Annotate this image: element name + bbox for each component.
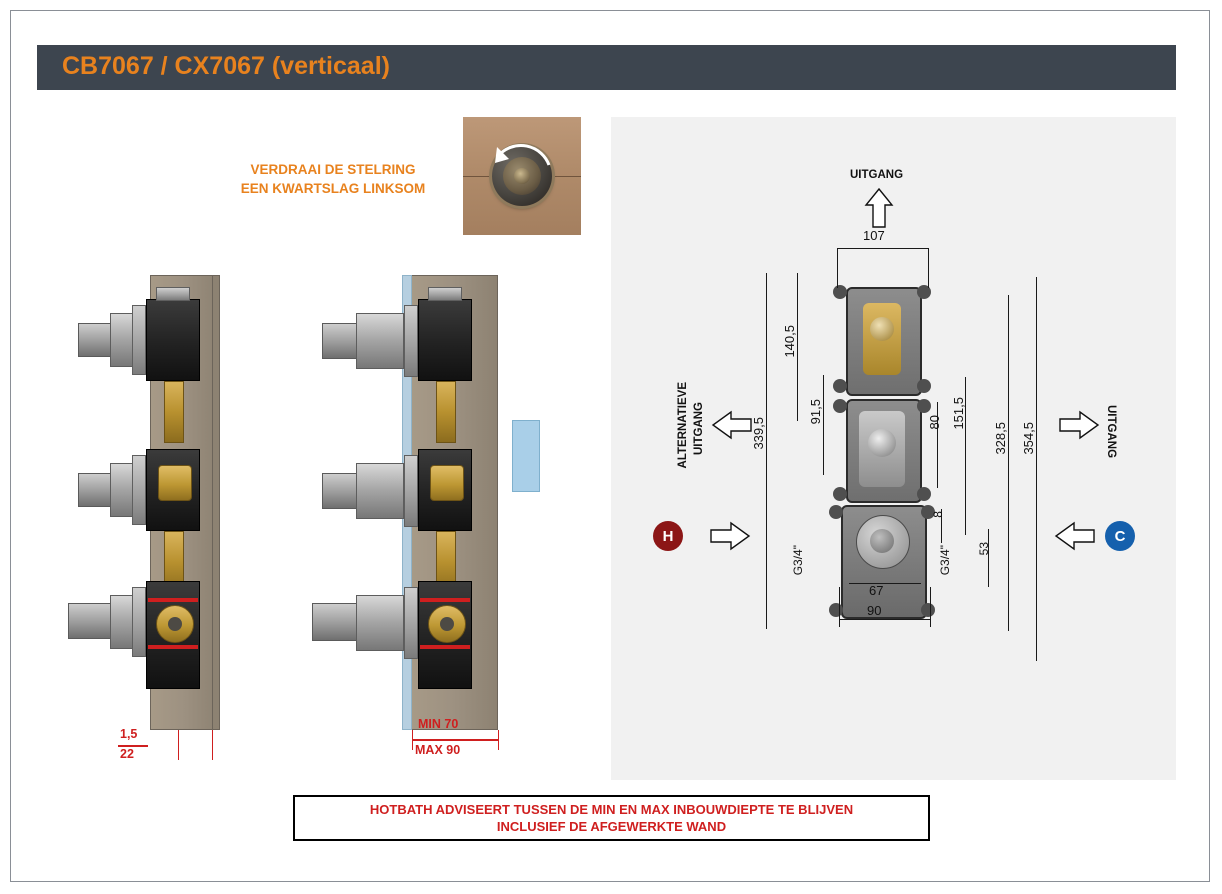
flange-bolt (833, 399, 847, 413)
dim-339-5: 339,5 (751, 417, 766, 450)
arrow-left-icon (711, 410, 753, 440)
page-title: CB7067 / CX7067 (verticaal) (62, 52, 390, 80)
badge-hot: H (653, 521, 683, 551)
top-valve-cap-deep (356, 313, 404, 369)
arrow-right-icon (1058, 410, 1100, 440)
bottom-center-hub (168, 617, 182, 631)
front-bottom-hub (870, 529, 894, 553)
dim-80: 80 (927, 415, 942, 430)
dimline-328-5 (1008, 295, 1009, 631)
bottom-red-marker-bottom-deep (420, 645, 470, 649)
dim-90: 90 (867, 603, 882, 618)
dim-ext-deep-2 (498, 730, 499, 750)
dimline-107 (837, 248, 929, 249)
top-brass-cartridge (164, 381, 184, 443)
bottom-valve-flange (132, 587, 146, 657)
mid-valve-flange-deep (404, 455, 418, 527)
dim-151-5: 151,5 (951, 397, 966, 430)
mid-valve-cap-deep (356, 463, 404, 519)
label-outlet-right: UITGANG (1105, 405, 1117, 459)
mid-valve-stem-deep (322, 473, 358, 509)
top-valve-stem-deep (322, 323, 358, 359)
bottom-valve-stem (68, 603, 112, 639)
section-drawing-deep (300, 265, 570, 757)
dimline-67 (849, 583, 921, 584)
mid-brass-hex (158, 465, 192, 501)
dim-label-1-5: 1,5 (120, 727, 138, 741)
label-outlet-top: UITGANG (850, 169, 904, 181)
dim-ext-line-2 (212, 730, 213, 760)
technical-drawing-panel (611, 117, 1176, 780)
bottom-valve-stem-deep (312, 603, 358, 641)
mid-valve-cap (110, 463, 134, 517)
dim-label-min70: MIN 70 (418, 717, 459, 731)
arrow-right-hot-icon (709, 521, 751, 551)
dim-140-5: 140,5 (782, 325, 797, 358)
dim-thread-left: G3/4" (791, 545, 805, 576)
dim-ext-line-1 (178, 730, 179, 760)
flange-bolt (917, 487, 931, 501)
dimline-339-5 (766, 273, 767, 629)
flange-bolt (917, 399, 931, 413)
dimline-90-ext-l (839, 587, 840, 627)
dim-8: 8 (931, 511, 945, 518)
dim-328-5: 328,5 (993, 422, 1008, 455)
arrow-left-cold-icon (1054, 521, 1096, 551)
dim-label-max90: MAX 90 (415, 743, 461, 757)
advisory-note (293, 795, 930, 841)
dim-91-5: 91,5 (808, 399, 823, 425)
flange-bolt (833, 285, 847, 299)
instruction-line-1: VERDRAAI DE STELRING (250, 162, 416, 177)
wall-edge (212, 275, 220, 730)
dim-354-5: 354,5 (1021, 422, 1036, 455)
dimline-90 (839, 619, 931, 620)
adjusting-ring-photo (463, 117, 581, 235)
dimline-90-ext-r (930, 587, 931, 627)
advisory-line-2: INCLUSIEF DE AFGEWERKTE WAND (496, 819, 727, 834)
top-valve-flange (132, 305, 146, 375)
front-mid-port (868, 429, 896, 457)
front-top-port (870, 317, 894, 341)
dimline-140-5 (797, 273, 798, 421)
dimline-354-5 (1036, 277, 1037, 661)
top-valve-stem (78, 323, 112, 357)
top-valve-topplate (156, 287, 190, 301)
dimline-91-5 (823, 375, 824, 475)
dim-arrow-line-minmax (412, 739, 498, 741)
label-outlet-alt-1: ALTERNATIEVE (677, 382, 689, 469)
top-valve-topplate-deep (428, 287, 462, 301)
top-valve-flange-deep (404, 305, 418, 377)
bottom-center-hub-deep (440, 617, 454, 631)
top-valve-cap (110, 313, 134, 367)
arrow-up-icon (864, 187, 894, 229)
flange-bolt (833, 379, 847, 393)
top-valve-body (146, 299, 200, 381)
mid-brass-hex-deep (430, 465, 464, 501)
bottom-red-marker-bottom (148, 645, 198, 649)
wall-tile (512, 420, 540, 492)
bottom-red-marker-top (148, 598, 198, 602)
bottom-valve-flange-deep (404, 587, 418, 659)
bottom-red-marker-top-deep (420, 598, 470, 602)
flange-bolt (829, 603, 843, 617)
top-brass-cartridge-deep (436, 381, 456, 443)
flange-bolt (921, 603, 935, 617)
advisory-line-1: HOTBATH ADVISEERT TUSSEN DE MIN EN MAX INBOUWDIEPTE TE BLIJVEN (369, 802, 854, 817)
counterclockwise-arrow-icon (487, 137, 559, 211)
dim-53: 53 (977, 542, 991, 556)
dimline-107-ext-l (837, 248, 838, 288)
dim-thread-right: G3/4" (938, 545, 952, 576)
dimline-53 (988, 529, 989, 587)
badge-cold: C (1105, 521, 1135, 551)
flange-bolt (833, 487, 847, 501)
flange-bolt (829, 505, 843, 519)
mid-valve-stem (78, 473, 112, 507)
dim-label-22: 22 (120, 747, 134, 761)
top-valve-body-deep (418, 299, 472, 381)
instruction-line-2: EEN KWARTSLAG LINKSOM (240, 181, 426, 196)
dimline-107-ext-r (928, 248, 929, 288)
dim-67: 67 (869, 583, 884, 598)
flange-bolt (917, 379, 931, 393)
mid-valve-flange (132, 455, 146, 525)
section-drawing-shallow (60, 265, 300, 761)
bottom-valve-cap (110, 595, 134, 649)
instruction-text (218, 160, 448, 198)
bottom-valve-cap-deep (356, 595, 404, 651)
dim-107: 107 (863, 228, 885, 243)
label-outlet-alt-2: UITGANG (693, 402, 705, 456)
